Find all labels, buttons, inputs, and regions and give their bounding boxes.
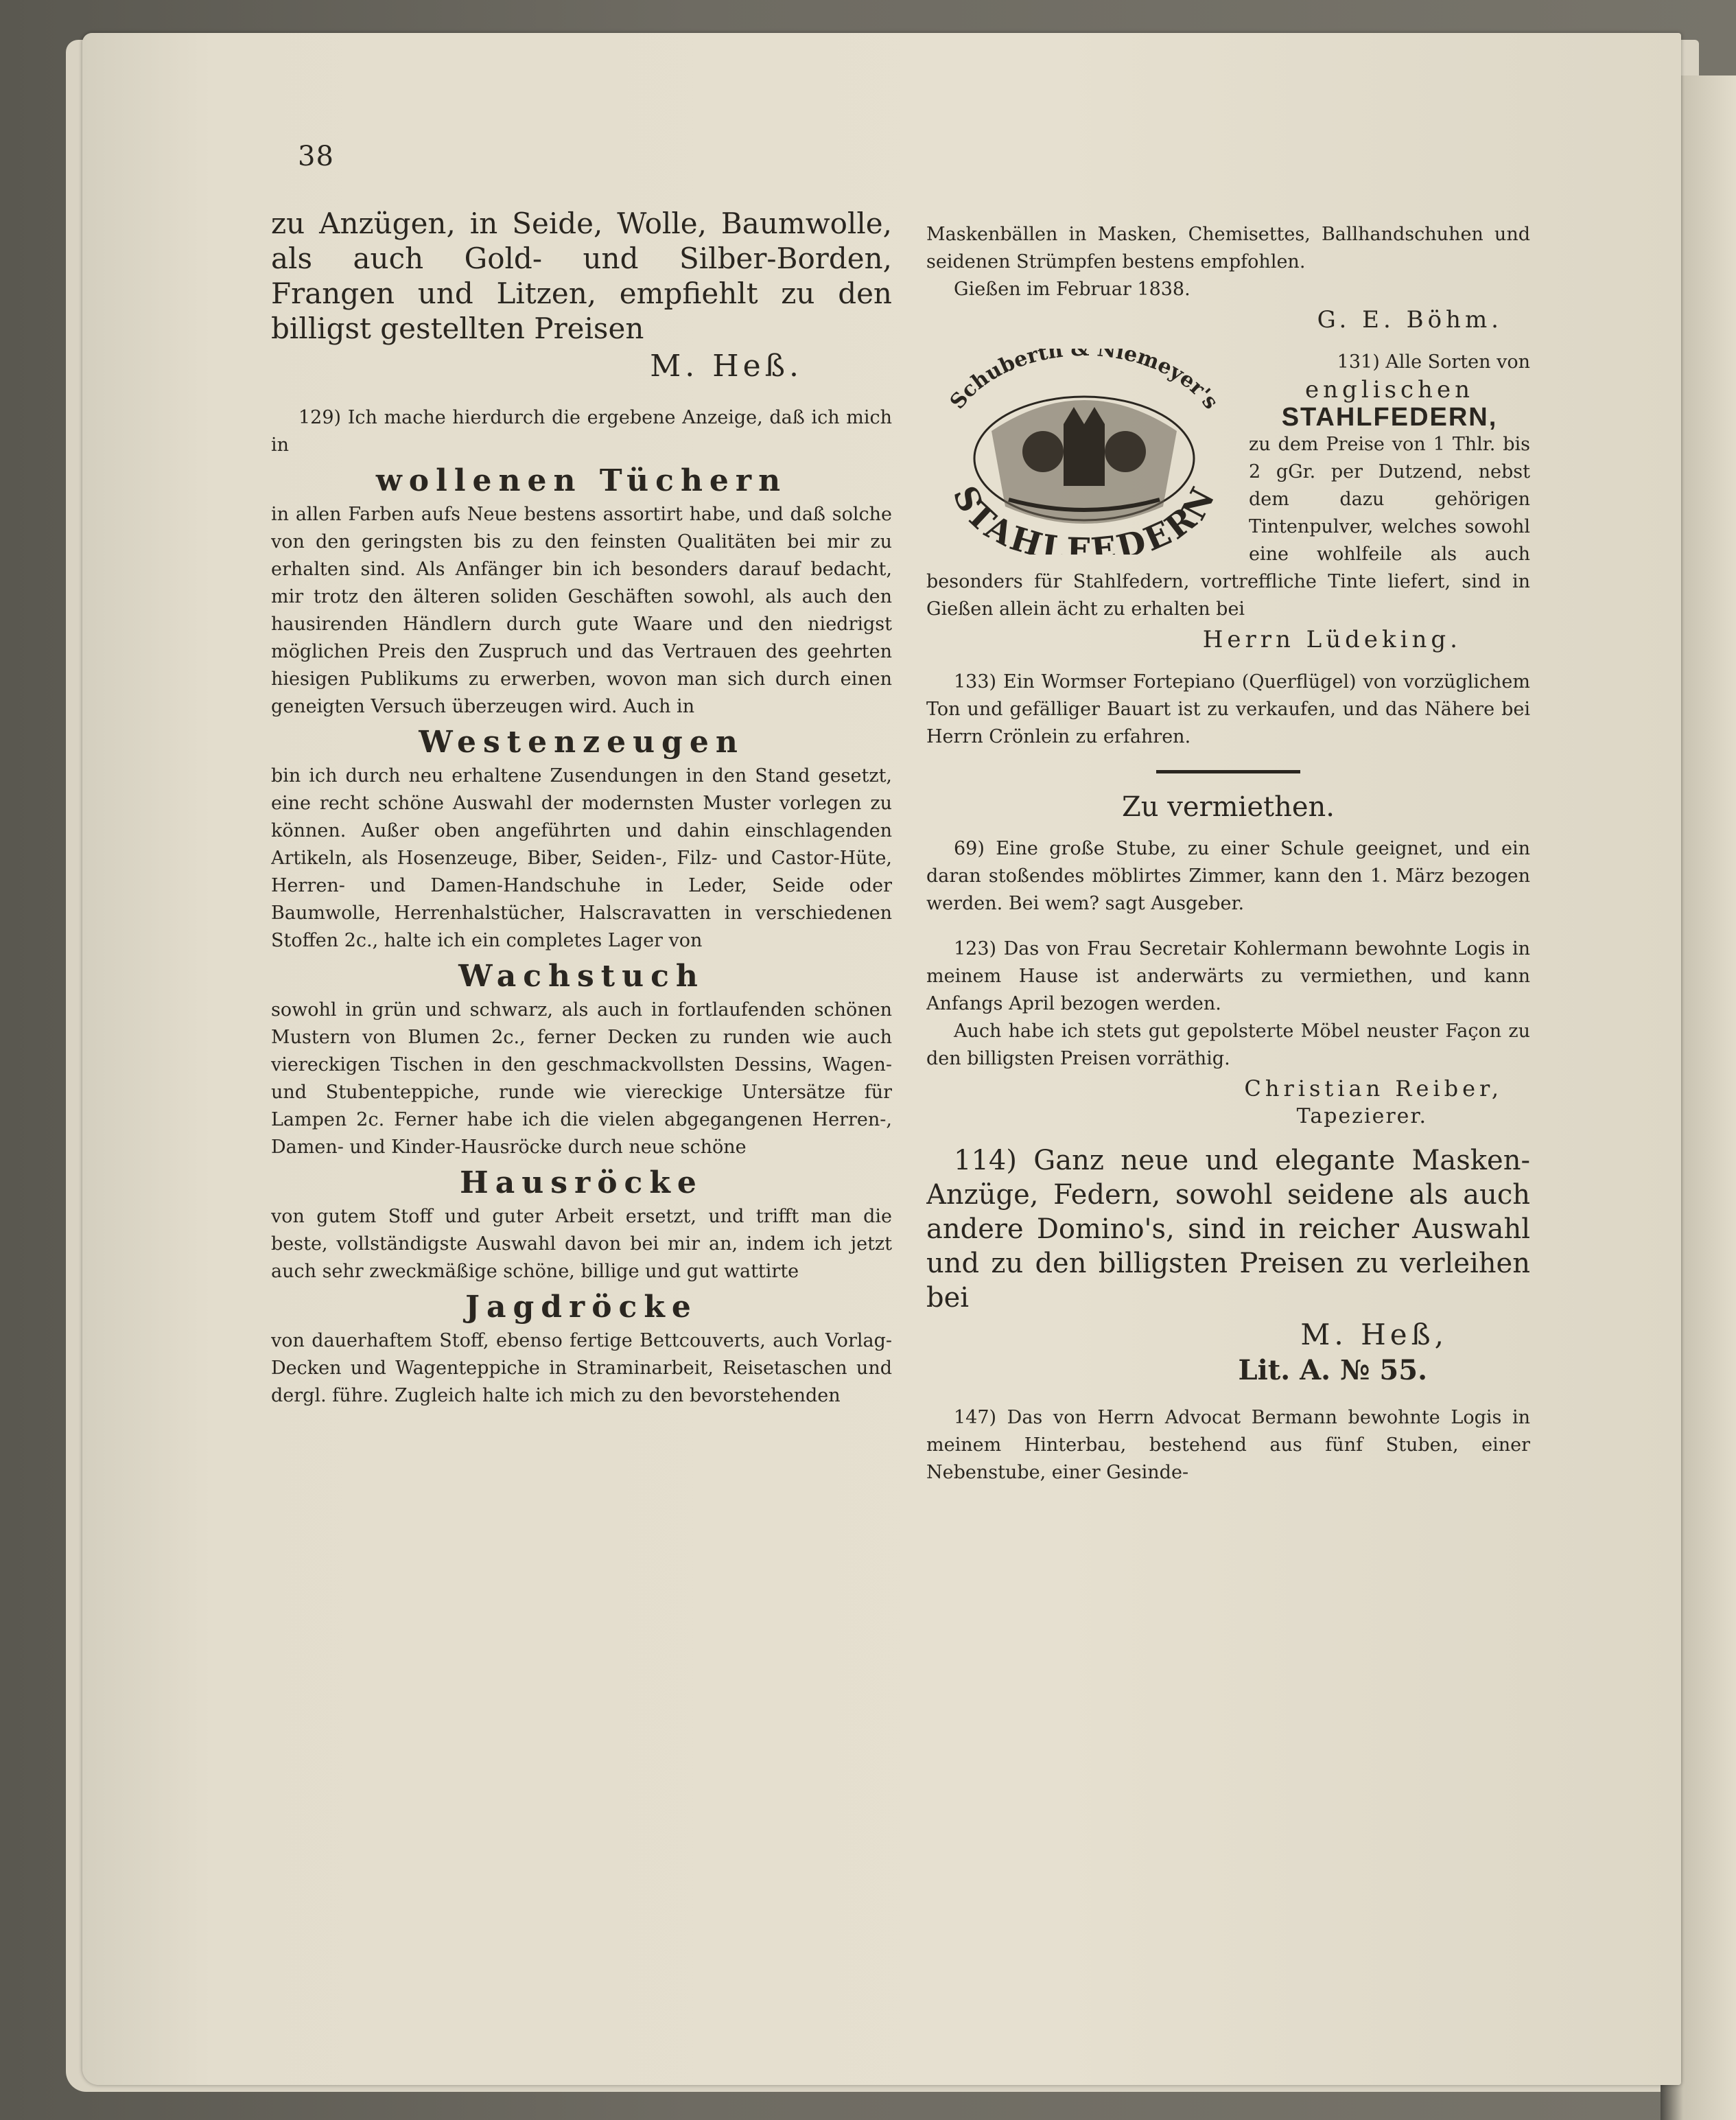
address-lit: Lit. A. № 55.: [1238, 1354, 1427, 1386]
emblem-top-text: Schuberth & Niemeyer's: [945, 349, 1223, 414]
stahlfedern-emblem: [926, 349, 1242, 555]
heading-jagdroecke: Jagdröcke: [465, 1290, 698, 1325]
ad-129-text-2: bin ich durch neu erhaltene Zusendungen in den Stand gesetzt, eine recht schöne Auswahl der modernsten Muster vorlegen zu können. Außer oben angeführten und dahin einschlagenden Artikeln, als Hosenzeuge, Biber, Seiden-, Filz- und Castor-Hüte, Herren- und Damen-Handschuhe in Leder, Seide oder Baumwolle, Herrenhalstücher, Halscravatten in verschiedenen Stoffen 2c., halte ich ein completes Lager von: [271, 765, 892, 951]
dateline: Gießen im Februar 1838.: [954, 279, 1190, 300]
section-title: Zu vermiethen.: [1121, 791, 1335, 823]
ad-123-text-2: Auch habe ich stets gut gepolsterte Möbel neuster Façon zu den billigsten Preisen vorräthig.: [926, 1021, 1530, 1069]
section-divider: [1156, 770, 1300, 773]
ad-129-intro: 129) Ich mache hierdurch die ergebene Anzeige, daß ich mich in: [271, 407, 892, 456]
ad-69-text: 69) Eine große Stube, zu einer Schule geeignet, und ein daran stoßendes möblirtes Zimmer, kann den 1. März bezogen werden. Bei wem? sagt Ausgeber.: [926, 838, 1530, 914]
ad-131-text: zu dem Preise von 1 Thlr. bis 2 gGr. per Dutzend, nebst dem dazu gehörigen Tintenpulver, welches sowohl eine wohlfeile als auch besonders für Stahlfedern, vortreffliche Tinte liefert, sind in Gießen allein ächt zu erhalten bei: [926, 434, 1530, 620]
ad-129-text-4: von gutem Stoff und guter Arbeit ersetzt, und trifft man die beste, vollständigste Auswahl davon bei mir an, indem ich jetzt auch sehr zweckmäßige schöne, billige und gut wattirte: [271, 1206, 892, 1282]
ad-131-line3: STAHLFEDERN,: [1281, 403, 1498, 432]
signature-reiber-title: Tapezierer.: [1296, 1104, 1427, 1128]
heading-tuechern: wollenen Tüchern: [375, 463, 788, 498]
intro-text: zu Anzügen, in Seide, Wolle, Baumwolle, als auch Gold- und Silber-Borden, Frangen und Litzen, empfiehlt zu den billigst gestellten Preisen: [271, 207, 892, 345]
left-column: [271, 206, 892, 1832]
continued-text: Maskenbällen in Masken, Chemisettes, Ballhandschuhen und seidenen Strümpfen bestens empfohlen.: [926, 224, 1530, 272]
heading-westenzeugen: Westenzeugen: [419, 725, 744, 760]
ad-131-line1: 131) Alle Sorten von: [1337, 351, 1530, 373]
emblem-bottom-text: STAHLFEDERN: [945, 479, 1224, 555]
ad-129-text-5: von dauerhaftem Stoff, ebenso fertige Bettcouverts, auch Vorlag-Decken und Wagenteppiche in Straminarbeit, Reisetaschen und dergl. führe. Zugleich halte ich mich zu den bevorstehenden: [271, 1330, 892, 1406]
signature-hess-2: M. Heß,: [1300, 1318, 1448, 1351]
signature-boehm: G. E. Böhm.: [1317, 306, 1503, 334]
ad-131-line2: englischen: [1305, 376, 1474, 404]
signature-luedeking: Herrn Lüdeking.: [1202, 626, 1462, 653]
page-number: 38: [298, 141, 334, 172]
right-column: [926, 221, 1530, 1841]
signature-reiber: Christian Reiber,: [1244, 1075, 1503, 1102]
ad-129-text-1: in allen Farben aufs Neue bestens assortirt habe, und daß solche von den geringsten bis zu den feinsten Qualitäten bei mir zu erhalten sind. Als Anfänger bin ich besonders darauf bedacht, mir trotz den älteren soliden Geschäften sowohl, als auch den hausirenden Händlern durch gute Waare und den niedrigst möglichen Preis den Zuspruch und das Vertrauen des geehrten hiesigen Publikums zu erwerben, wovon man sich durch einen geneigten Versuch überzeugen wird. Auch in: [271, 504, 892, 717]
heading-wachstuch: Wachstuch: [458, 959, 705, 994]
ad-133-text: 133) Ein Wormser Fortepiano (Querflügel) von vorzüglichem Ton und gefälliger Bauart ist zu verkaufen, und das Nähere bei Herrn Crönlein zu erfahren.: [926, 671, 1530, 747]
heading-hausroecke: Hausröcke: [460, 1165, 703, 1200]
ad-129-text-3: sowohl in grün und schwarz, als auch in fortlaufenden schönen Mustern von Blumen 2c., ferner Decken zu runden wie auch viereckigen Tischen in den geschmackvollsten Dessins, Wagen- und Stubenteppiche, runde wie viereckige Untersätze für Lampen 2c. Ferner habe ich die vielen abgegangenen Herren-, Damen- und Kinder-Hausröcke durch neue schöne: [271, 999, 892, 1158]
signature-hess: M. Heß.: [650, 349, 803, 384]
ad-114-text: 114) Ganz neue und elegante Masken-Anzüge, Federn, sowohl seidene als auch andere Domino's, sind in reicher Auswahl und zu den billigsten Preisen zu verleihen bei: [926, 1145, 1530, 1314]
ad-123-text: 123) Das von Frau Secretair Kohlermann bewohnte Logis in meinem Hause ist anderwärts zu vermiethen, und kann Anfangs April bezogen werden.: [926, 938, 1530, 1014]
ad-147-text: 147) Das von Herrn Advocat Bermann bewohnte Logis in meinem Hinterbau, bestehend aus fünf Stuben, einer Nebenstube, einer Gesinde-: [926, 1407, 1530, 1483]
crest-illustration: [926, 349, 1242, 555]
